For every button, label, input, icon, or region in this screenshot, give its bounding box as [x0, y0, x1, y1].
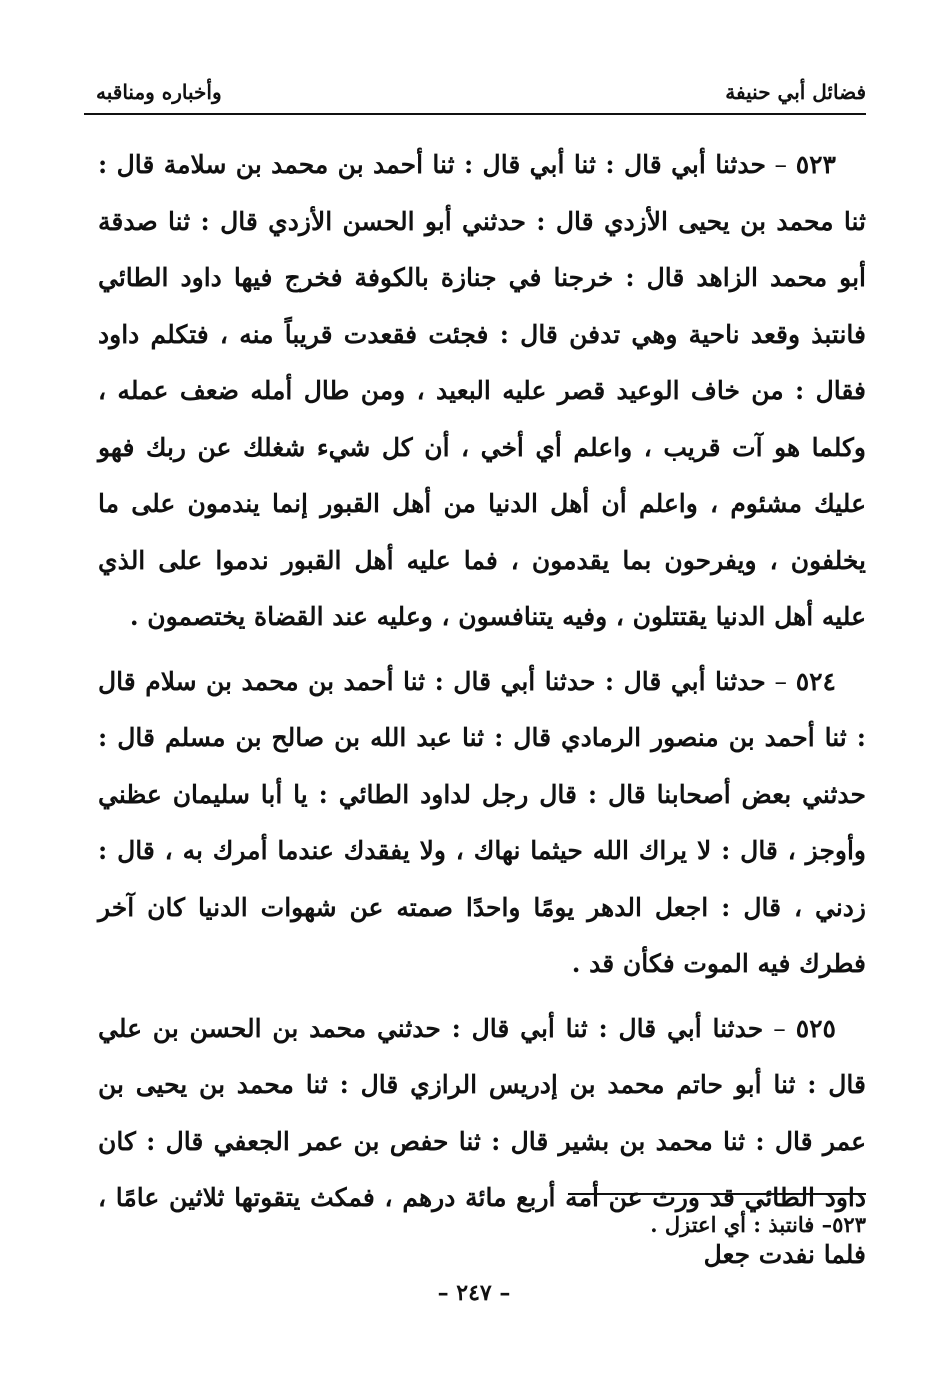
page-number: – ٢٤٧ –	[437, 1280, 511, 1306]
page-number-value: ٢٤٧	[456, 1280, 492, 1306]
header-divider	[84, 113, 866, 115]
footnote-number: ٥٢٣	[832, 1212, 866, 1237]
entry-number: ٥٢٥	[795, 1013, 836, 1043]
entry-text: حدثنا أبي قال : ثنا أبي قال : ثنا أحمد بن محمد بن سلامة قال : ثنا محمد بن يحيى الأزدي قال : حدثني أبو الحسن الأزدي قال : ثنا صدقة أبو محمد الزاهد قال : خرجنا في جنازة بالكوفة فخرج فيها داود الطائي فانتبذ وقعد ناحية وهي تدفن قال : فجئت فقعدت قريباً منه ، فتكلم داود فقال : من خاف الوعيد قصر عليه البعيد ، ومن طال أمله ضعف عمله ، وكلما هو آت قريب ، واعلم أي أخي ، أن كل شيء شغلك عن ربك فهو عليك مشئوم ، واعلم أن أهل الدنيا من أهل القبور إنما يندمون على ما يخلفون ، ويفرحون بما يقدمون ، فما عليه أهل القبور ندموا على الذي عليه أهل الدنيا يقتتلون ، وفيه يتنافسون ، وعليه عند القضاة يختصمون .	[98, 150, 866, 631]
entry-text: حدثنا أبي قال : حدثنا أبي قال : ثنا أحمد بن محمد بن سلام قال : ثنا أحمد بن منصور الرمادي قال : ثنا عبد الله بن صالح بن مسلم قال : حدثني بعض أصحابنا قال : قال رجل لداود الطائي : يا أبا سليمان عظني وأوجز ، قال : لا يراك الله حيثما نهاك ، ولا يفقدك عندما أمرك به ، قال : زدني ، قال : اجعل الدهر يومًا واحدًا صمته عن شهوات الدنيا كان آخر فطرك فيه الموت فكأن قد .	[98, 666, 866, 978]
entry-523: ٥٢٣ – حدثنا أبي قال : ثنا أبي قال : ثنا أحمد بن محمد بن سلامة قال : ثنا محمد بن يحيى الأزدي قال : حدثني أبو الحسن الأزدي قال : ثنا صدقة أبو محمد الزاهد قال : خرجنا في جنازة بالكوفة فخرج فيها داود الطائي فانتبذ وقعد ناحية وهي تدفن قال : فجئت فقعدت قريباً منه ، فتكلم داود فقال : من خاف الوعيد قصر عليه البعيد ، ومن طال أمله ضعف عمله ، وكلما هو آت قريب ، واعلم أي أخي ، أن كل شيء شغلك عن ربك فهو عليك مشئوم ، واعلم أن أهل الدنيا من أهل القبور إنما يندمون على ما يخلفون ، ويفرحون بما يقدمون ، فما عليه أهل القبور ندموا على الذي عليه أهل الدنيا يقتتلون ، وفيه يتنافسون ، وعليه عند القضاة يختصمون .	[98, 150, 866, 631]
footnote-text: فانتبذ : أي اعتزل .	[650, 1212, 815, 1237]
entry-524: ٥٢٤ – حدثنا أبي قال : حدثنا أبي قال : ثنا أحمد بن محمد بن سلام قال : ثنا أحمد بن منصور الرمادي قال : ثنا عبد الله بن صالح بن مسلم قال : حدثني بعض أصحابنا قال : قال رجل لداود الطائي : يا أبا سليمان عظني وأوجز ، قال : لا يراك الله حيثما نهاك ، ولا يفقدك عندما أمرك به ، قال : زدني ، قال : اجعل الدهر يومًا واحدًا صمته عن شهوات الدنيا كان آخر فطرك فيه الموت فكأن قد .	[98, 666, 866, 978]
entry-number: ٥٢٣	[795, 150, 836, 179]
footnote: ٥٢٣– فانتبذ : أي اعتزل .	[650, 1212, 866, 1237]
footnote-divider	[568, 1193, 866, 1195]
book-title: فضائل أبي حنيفة	[725, 80, 866, 104]
main-text	[98, 137, 866, 1291]
book-subtitle: وأخباره ومناقبه	[96, 80, 222, 104]
running-header	[96, 74, 866, 110]
entry-text: حدثنا أبي قال : ثنا أبي قال : حدثني محمد بن الحسن بن علي قال : ثنا أبو حاتم محمد بن إدريس الرازي قال : ثنا محمد بن يحيى بن عمر قال : ثنا محمد بن بشير قال : ثنا حفص بن عمر الجعفي قال : كان داود الطائي قد ورث عن أمه أربع مائة درهم ، فمكث يتقوتها ثلاثين عامًا ، فلما نفدت جعل	[98, 1013, 866, 1269]
entry-525: ٥٢٥ – حدثنا أبي قال : ثنا أبي قال : حدثني محمد بن الحسن بن علي قال : ثنا أبو حاتم محمد بن إدريس الرازي قال : ثنا محمد بن يحيى بن عمر قال : ثنا محمد بن بشير قال : ثنا حفص بن عمر الجعفي قال : كان داود الطائي قد ورث عن أمه أربع مائة درهم ، فمكث يتقوتها ثلاثين عامًا ، فلما نفدت جعل	[98, 1013, 866, 1269]
entry-number: ٥٢٤	[795, 666, 836, 696]
